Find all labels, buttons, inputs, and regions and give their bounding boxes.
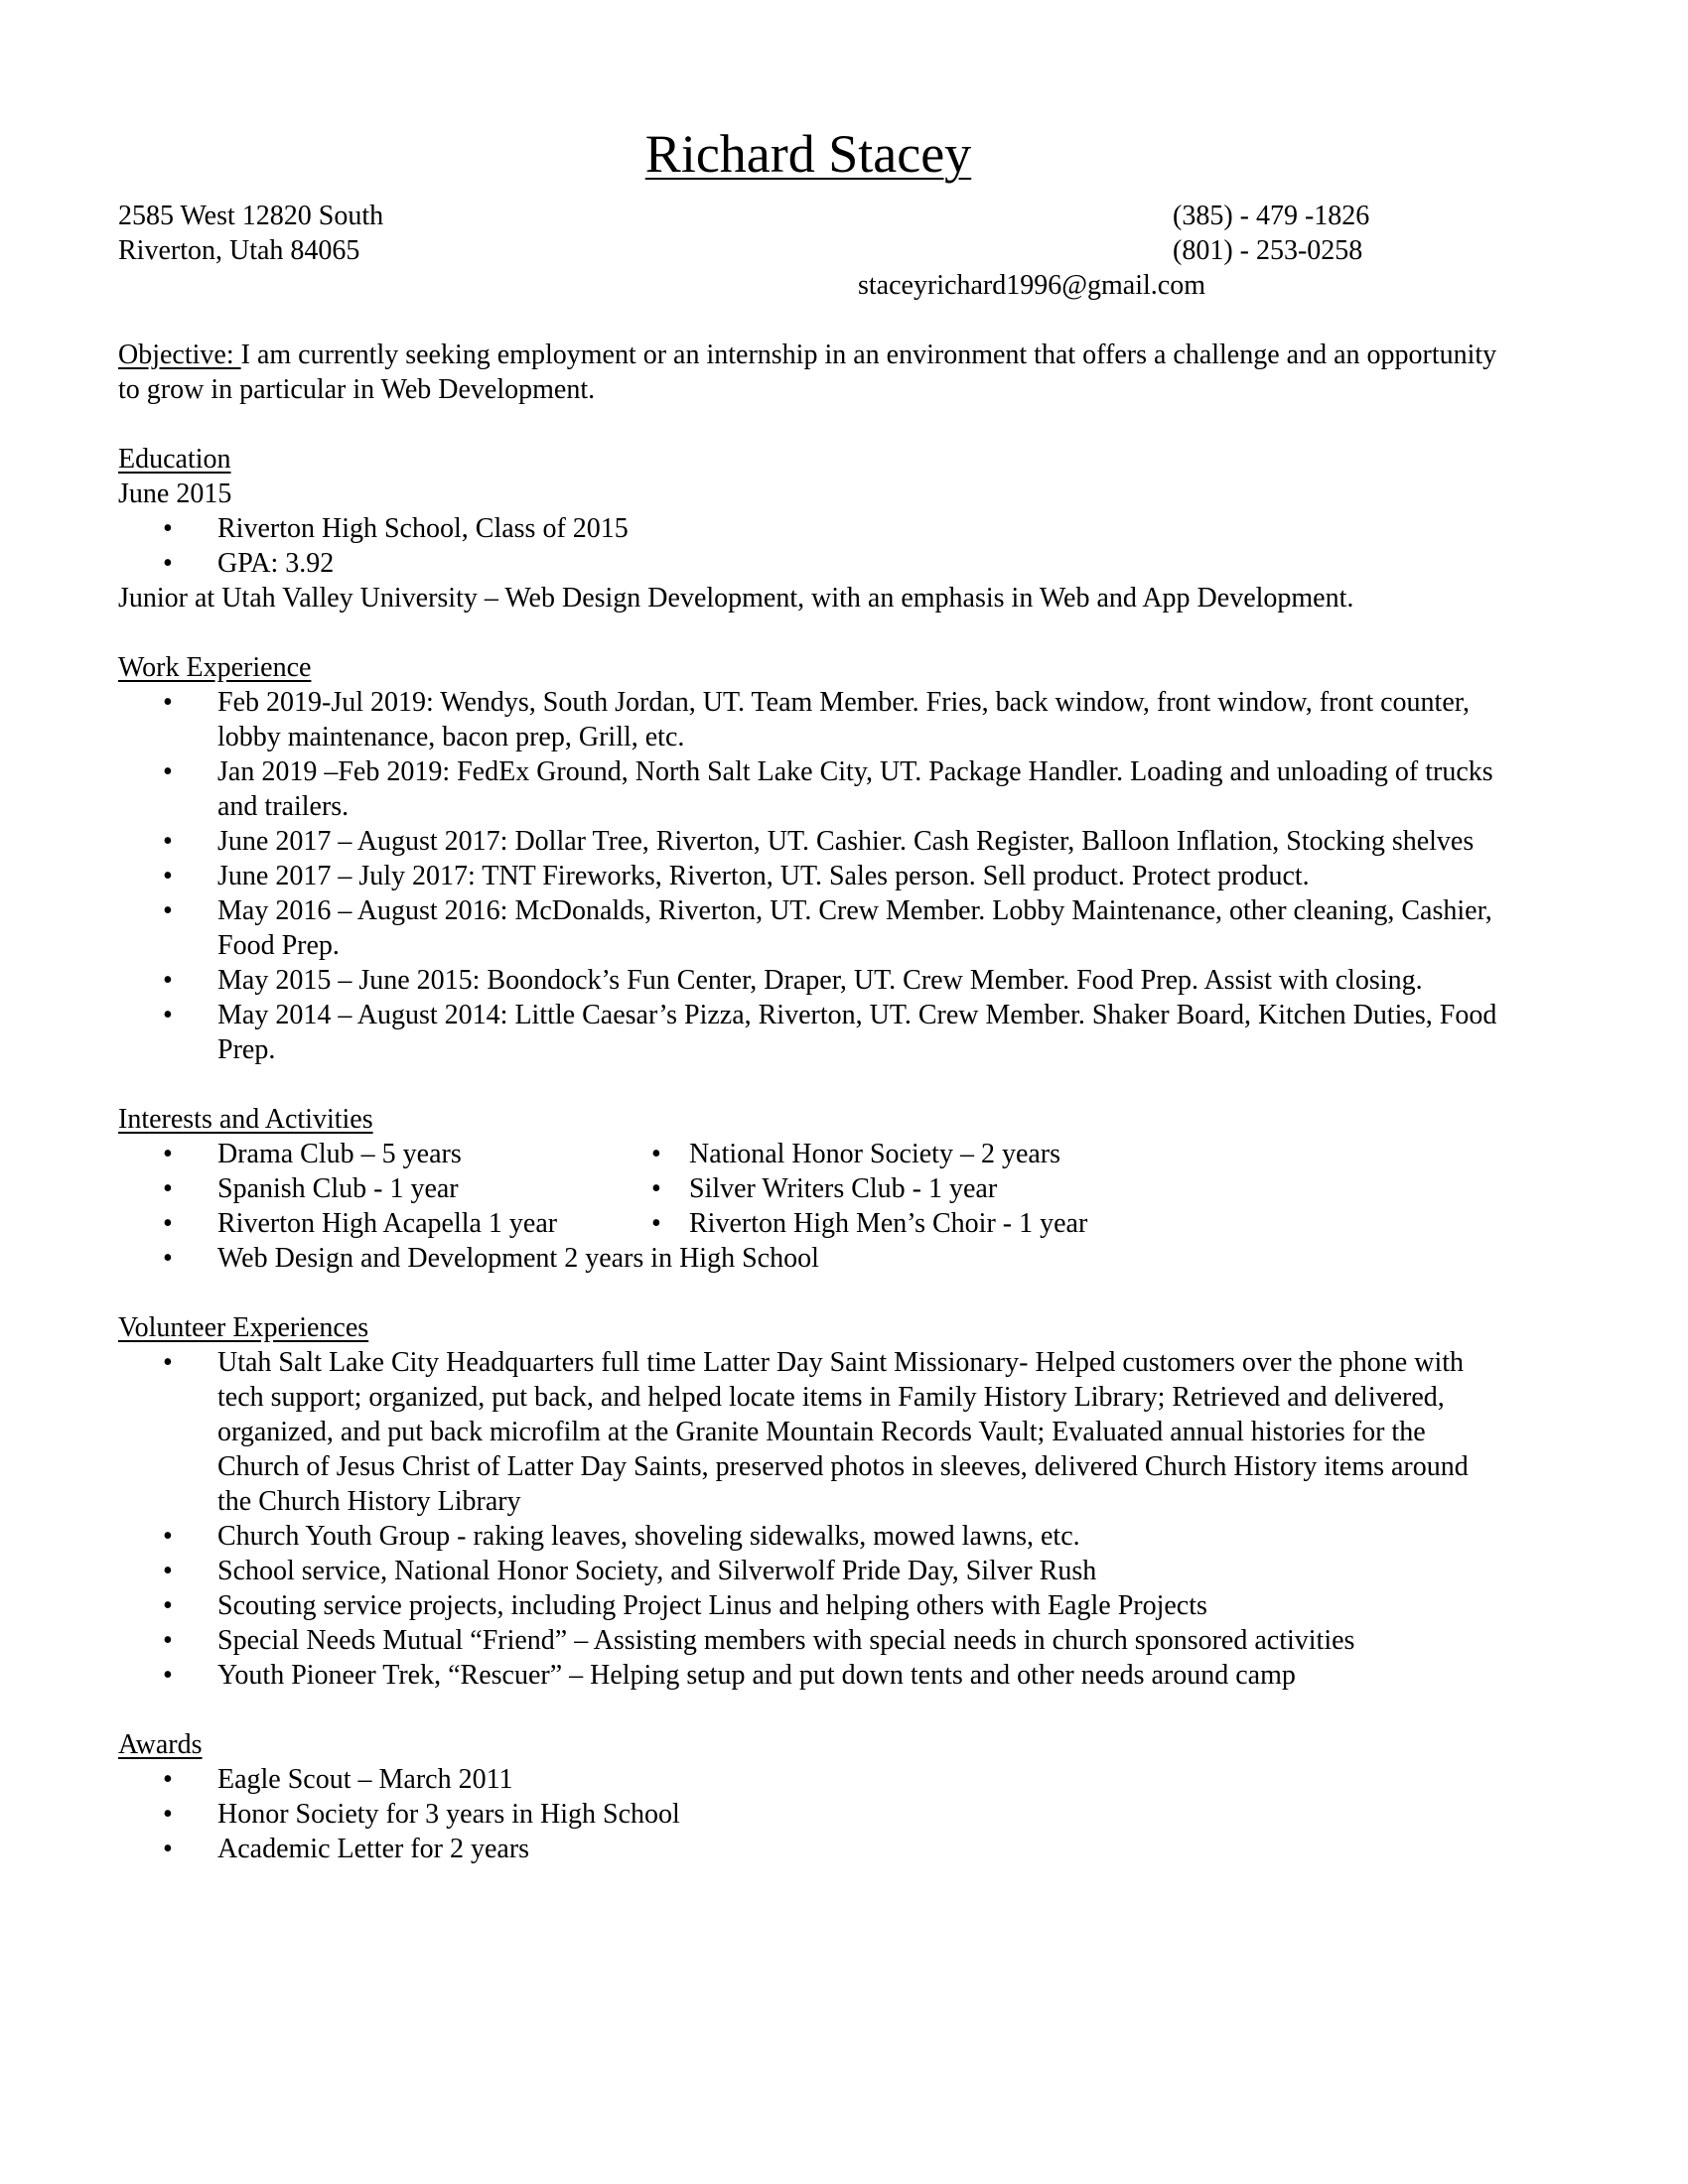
education-note: Junior at Utah Valley University – Web Design Development, with an emphasis in Web and App Development. bbox=[118, 583, 1354, 614]
list-item: • May 2014 – August 2014: Little Caesar’s Pizza, Riverton, UT. Crew Member. Shaker Board, Kitchen Duties, Food Prep. bbox=[118, 998, 1498, 1067]
work-heading: Work Experience bbox=[118, 652, 312, 683]
list-item: • Church Youth Group - raking leaves, shoveling sidewalks, mowed lawns, etc. bbox=[118, 1519, 1498, 1554]
list-item: • GPA: 3.92 bbox=[118, 546, 1498, 581]
resume-page bbox=[118, 119, 1498, 1866]
list-item: • Jan 2019 –Feb 2019: FedEx Ground, North Salt Lake City, UT. Package Handler. Loading and unloading of trucks and trailers. bbox=[118, 754, 1498, 824]
objective-label: Objective: bbox=[118, 340, 241, 370]
volunteer-heading: Volunteer Experiences bbox=[118, 1312, 369, 1343]
list-item: • Honor Society for 3 years in High School bbox=[118, 1797, 1498, 1832]
interests-columns bbox=[118, 1137, 1498, 1241]
interests-heading: Interests and Activities bbox=[118, 1104, 373, 1135]
volunteer-section bbox=[118, 1310, 1498, 1693]
list-item: • School service, National Honor Society, and Silverwolf Pride Day, Silver Rush bbox=[118, 1554, 1498, 1588]
list-item: • Utah Salt Lake City Headquarters full time Latter Day Saint Missionary- Helped customers over the phone with tech support; organized, put back, and helped locate items in Family History Library; Retrieved and delivered, organized, and put back microfilm at the Granite Mountain Records Vault; Evaluated annual histories for the Church of Jesus Christ of Latter Day Saints, preserved photos in sleeves, delivered Church History items around the Church History Library bbox=[118, 1345, 1498, 1519]
contact-block bbox=[118, 199, 1498, 303]
work-list bbox=[118, 685, 1498, 1067]
phone-1: (385) - 479 -1826 bbox=[1173, 201, 1370, 231]
list-item: • June 2017 – July 2017: TNT Fireworks, Riverton, UT. Sales person. Sell product. Protect product. bbox=[118, 859, 1498, 893]
list-item: • Web Design and Development 2 years in High School bbox=[118, 1241, 1498, 1276]
resume-name: Richard Stacey bbox=[644, 124, 972, 184]
objective-section bbox=[118, 338, 1498, 407]
interests-section bbox=[118, 1102, 1498, 1276]
list-item: • Youth Pioneer Trek, “Rescuer” – Helping setup and put down tents and other needs around camp bbox=[118, 1658, 1498, 1693]
education-heading: Education bbox=[118, 444, 231, 475]
list-item: • Scouting service projects, including Project Linus and helping others with Eagle Projects bbox=[118, 1588, 1498, 1623]
volunteer-list bbox=[118, 1345, 1498, 1693]
awards-section bbox=[118, 1727, 1498, 1866]
list-item: • Eagle Scout – March 2011 bbox=[118, 1762, 1498, 1797]
list-item: • June 2017 – August 2017: Dollar Tree, Riverton, UT. Cashier. Cash Register, Balloon Inflation, Stocking shelves bbox=[118, 824, 1498, 859]
address bbox=[118, 199, 383, 268]
list-item: • Feb 2019-Jul 2019: Wendys, South Jordan, UT. Team Member. Fries, back window, front window, front counter, lobby maintenance, bacon prep, Grill, etc. bbox=[118, 685, 1498, 754]
list-item: • Academic Letter for 2 years bbox=[118, 1832, 1498, 1866]
interests-row bbox=[118, 1206, 1498, 1241]
list-item: • National Honor Society – 2 years bbox=[651, 1137, 1060, 1171]
list-item: • Spanish Club - 1 year bbox=[118, 1171, 651, 1206]
list-item: • Riverton High School, Class of 2015 bbox=[118, 511, 1498, 546]
education-date: June 2015 bbox=[118, 478, 232, 509]
education-list bbox=[118, 511, 1498, 581]
list-item: • Riverton High Acapella 1 year bbox=[118, 1206, 651, 1241]
list-item: • Riverton High Men’s Choir - 1 year bbox=[651, 1206, 1087, 1241]
email: staceyrichard1996@gmail.com bbox=[858, 270, 1205, 301]
address-line-2: Riverton, Utah 84065 bbox=[118, 235, 360, 266]
phone-numbers bbox=[1173, 199, 1369, 268]
list-item: • Silver Writers Club - 1 year bbox=[651, 1171, 997, 1206]
address-line-1: 2585 West 12820 South bbox=[118, 201, 384, 231]
phone-2: (801) - 253-0258 bbox=[1173, 235, 1363, 266]
interests-row bbox=[118, 1137, 1498, 1171]
list-item: • Special Needs Mutual “Friend” – Assisting members with special needs in church sponsored activities bbox=[118, 1623, 1498, 1658]
interests-extra-list bbox=[118, 1241, 1498, 1276]
work-section bbox=[118, 650, 1498, 1067]
awards-heading: Awards bbox=[118, 1729, 203, 1760]
list-item: • Drama Club – 5 years bbox=[118, 1137, 651, 1171]
list-item: • May 2016 – August 2016: McDonalds, Riverton, UT. Crew Member. Lobby Maintenance, other cleaning, Cashier, Food Prep. bbox=[118, 893, 1498, 963]
awards-list bbox=[118, 1762, 1498, 1866]
interests-row bbox=[118, 1171, 1498, 1206]
list-item: • May 2015 – June 2015: Boondock’s Fun Center, Draper, UT. Crew Member. Food Prep. Assist with closing. bbox=[118, 963, 1498, 998]
education-section bbox=[118, 442, 1498, 615]
objective-text: I am currently seeking employment or an internship in an environment that offers a challenge and an opportunity to grow in particular in Web Development. bbox=[118, 340, 1497, 405]
